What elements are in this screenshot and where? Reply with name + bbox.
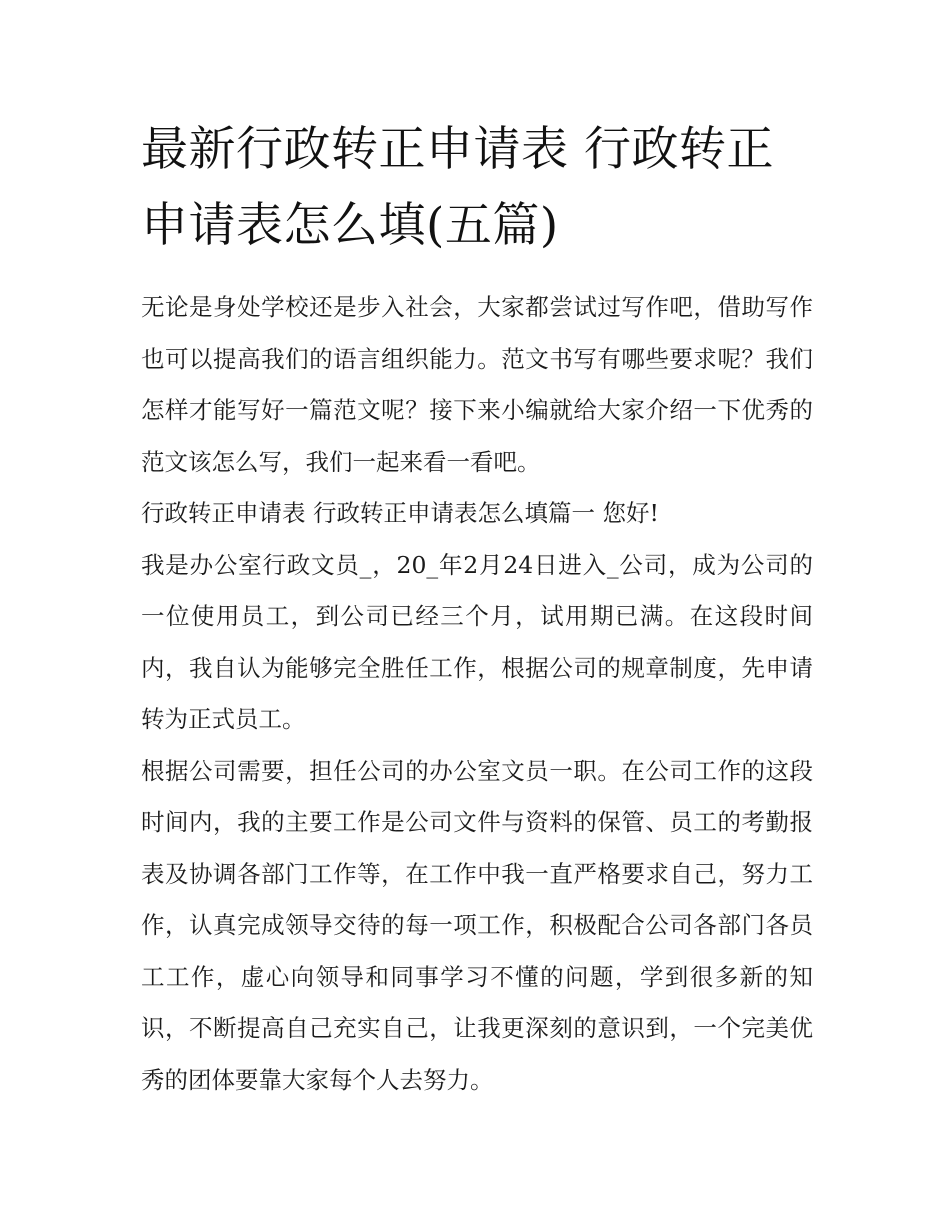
paragraph-self-introduction: 我是办公室行政文员_，20_年2月24日进入_公司，成为公司的一位使用员工，到公司已经三个月，试用期已满。在这段时间内，我自认为能够完全胜任工作，根据公司的规章制度，先申请转为正式员工。 — [141, 550, 813, 733]
paragraph-work-description: 根据公司需要，担任公司的办公室文员一职。在公司工作的这段时间内，我的主要工作是公司文件与资料的保管、员工的考勤报表及协调各部门工作等，在工作中我一直严格要求自己，努力工作，认真完成领导交待的每一项工作，积极配合公司各部门各员工工作，虚心向领导和同事学习不懂的问题，学到很多新的知识，不断提高自己充实自己，让我更深刻的意识到，一个完美优秀的团体要靠大家每个人去努力。 — [141, 756, 813, 1094]
document-title: 最新行政转正申请表 行政转正申请表怎么填(五篇) — [141, 122, 774, 253]
paragraph-section-heading: 行政转正申请表 行政转正申请表怎么填篇一 您好! — [141, 499, 659, 527]
paragraph-intro: 无论是身处学校还是步入社会，大家都尝试过写作吧，借助写作也可以提高我们的语言组织能力。范文书写有哪些要求呢？我们怎样才能写好一篇范文呢？接下来小编就给大家介绍一下优秀的范文该怎么写，我们一起来看一看吧。 — [141, 293, 813, 476]
document-body — [141, 112, 813, 1106]
